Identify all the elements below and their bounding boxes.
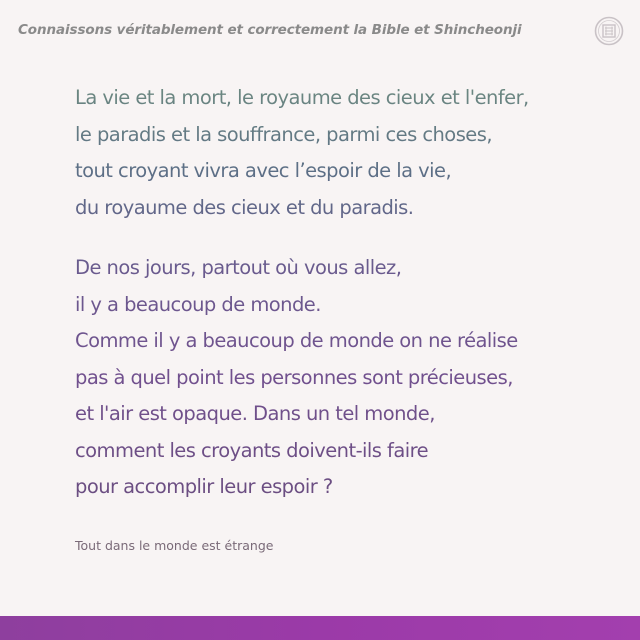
caption-text: Tout dans le monde est étrange <box>75 538 274 553</box>
verse-line: De nos jours, partout où vous allez, <box>75 256 402 279</box>
verse-line: il y a beaucoup de monde. <box>75 292 321 316</box>
stanza-spacer <box>75 226 615 250</box>
verse-line: La vie et la mort, le royaume des cieux et l'enfer, <box>75 86 529 109</box>
verse-line: pour accomplir leur espoir ? <box>75 475 333 498</box>
bottom-accent-bar <box>0 616 640 640</box>
verse-line: Comme il y a beaucoup de monde on ne réalise <box>75 329 518 352</box>
verse-line: le paradis et la souffrance, parmi ces choses, <box>75 122 493 146</box>
verse-text <box>75 80 615 506</box>
shincheonji-emblem-icon <box>594 16 624 46</box>
page-header-title: Connaissons véritablement et correctement la Bible et Shincheonji <box>18 22 522 38</box>
verse-line: tout croyant vivra avec l’espoir de la vie, <box>75 159 452 182</box>
verse-line: du royaume des cieux et du paradis. <box>75 195 414 219</box>
verse-line: pas à quel point les personnes sont précieuses, <box>75 365 513 389</box>
verse-line: et l'air est opaque. Dans un tel monde, <box>75 402 435 425</box>
verse-line: comment les croyants doivent-ils faire <box>75 438 429 462</box>
